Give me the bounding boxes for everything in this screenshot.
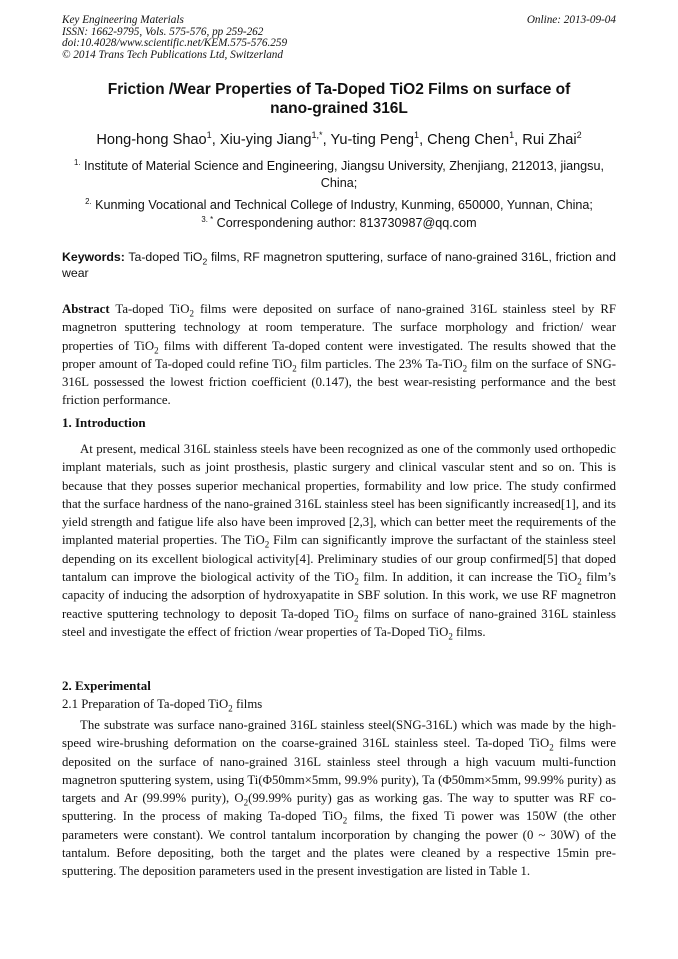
title-line-2: nano-grained 316L (270, 100, 408, 117)
abstract-text: film on the surface of SNG-316L possessed the lowest friction coefficient (0.147), the best wear-resisting performance and the best friction performance. (62, 356, 617, 408)
author-affil-mark: 2 (576, 130, 582, 141)
author-list: Hong-hong Shao$^1$, Xiu-ying Jiang$^{1,*}$, Yu-ting Peng$^1$, Cheng Chen$^1$, Rui Zhai$^2$ (96, 130, 582, 148)
affiliation-mark: 2. (85, 196, 92, 206)
subscript: 2 (462, 363, 468, 374)
author-name: Yu-ting Peng (330, 132, 415, 148)
author-name: Hong-hong Shao (96, 132, 207, 148)
section-heading-experimental: 2. Experimental (62, 678, 151, 693)
abstract-text: Ta-doped TiO (115, 302, 190, 316)
subscript: 2 (292, 363, 297, 374)
subscript: 2 (202, 256, 208, 267)
author-affil-mark: 1,* (311, 130, 323, 141)
subsection-text: 2.1 Preparation of Ta-doped TiO (62, 697, 229, 711)
abstract (62, 300, 616, 410)
body-text: Film can significantly improve the surfactant of the stainless steel depending on its excellent biological activity[4]. Preliminary studies of our group confirmed[5] that doped tantalum can improve the biological activity of the TiO (62, 533, 617, 585)
abstract-text: films were deposited on surface of nano-grained 316L stainless steel by RF magnetron sputtering technology at room temperature. The surface morphology and friction/ wear properties of TiO (62, 302, 616, 353)
author-name: Cheng Chen (427, 132, 510, 148)
subscript: 2 (353, 613, 359, 624)
affiliation-1 (62, 158, 616, 192)
body-text: films. (456, 624, 486, 639)
online-date: Online: 2013-09-04 (526, 14, 616, 26)
introduction-paragraph (62, 440, 616, 641)
issn-line: ISSN: 1662-9795, Vols. 575-576, pp 259-262 (62, 25, 264, 38)
author-affil-mark: 1 (509, 130, 515, 141)
subscript: 2 (549, 742, 554, 753)
abstract-text: films with different Ta-doped content were investigated. The results showed that the proper amount of Ta-doped could refine TiO (62, 338, 616, 371)
affiliation-2 (62, 197, 616, 214)
journal-name: Key Engineering Materials (62, 14, 184, 26)
body-text: film. In addition, it can increase the TiO (363, 570, 578, 585)
subscript: 2 (264, 540, 270, 551)
doi-line[interactable]: doi:10.4028/www.scientific.net/KEM.575-576.259 (62, 37, 288, 50)
author-name: Rui Zhai (522, 132, 577, 148)
subscript: 2 (577, 576, 582, 587)
subscript: 2 (243, 797, 249, 808)
abstract-label: Abstract (62, 302, 110, 316)
section-heading-introduction: 1. Introduction (62, 415, 146, 430)
subsection-text: films (235, 697, 263, 711)
keywords-text: films, RF magnetron sputtering, surface of nano-grained 316L, friction and wear (62, 250, 616, 280)
body-text: films, the fixed Ti power was 150W (the other parameters were constant). We control tantalum incorporation by changing the power (0 ~ 30W) of the tantalum. Before depositing, both the target and the plates were cleaned by a respective 15min pre-sputtering. The deposition parameters used in the present investigation are listed in Table 1. (62, 809, 616, 879)
title-line-1: Friction /Wear Properties of Ta-Doped TiO2 Films on surface of (107, 81, 571, 98)
affiliation-mark: 3. * (201, 214, 214, 224)
journal-meta (62, 15, 287, 61)
body-text: At present, medical 316L stainless steels have been recognized as one of the commonly used orthopedic implant materials, such as joint prosthesis, plastic surgery and clinical vascular stent and so on. This is because that they posses superior mechanical properties, formability and low price. The study confirmed that the surface hardness of the nano-grained 316L stainless steel has been significantly increased[1], and its yield strength and fatigue life also have been improved [2,3], which can better meet the requirements of the implanted material properties. The TiO (62, 442, 616, 548)
affiliation-text: Kunming Vocational and Technical College of Industry, Kunming, 650000, Yunnan, China; (95, 198, 593, 212)
experimental-paragraph (62, 716, 616, 881)
corresponding-email: Correspondening author: 813730987@qq.com (216, 216, 477, 230)
body-text: (99.99% purity) gas as working gas. The way to sputter was RF co-sputtering. In the process of making Ta-doped TiO (62, 791, 616, 824)
affiliation-text: Institute of Material Science and Engineering, Jiangsu University, Zhenjiang, 212013, jiangsu, China; (84, 159, 604, 190)
author-affil-mark: 1 (414, 130, 420, 141)
author-affil-mark: 1 (206, 130, 212, 141)
affiliation-mark: 1. (74, 157, 81, 167)
subscript: 2 (448, 631, 453, 642)
body-text: film’s capacity of inducing the adsorption of hydroxyapatite in SBF solution. In this work, we use RF magnetron reactive sputtering technology to deposit Ta-doped TiO (62, 570, 617, 621)
subscript: 2 (354, 576, 359, 587)
body-text: films were deposited on the surface of nano-grained 316L stainless steel through a high vacuum multi-function magnetron sputtering system, using Ti(Φ50mm×5mm, 99.9% purity), Ta (Φ50mm×5mm, 99.99% purity) as targets and Ar (99.99% purity), O (62, 736, 616, 806)
author-name: Xiu-ying Jiang (219, 132, 312, 148)
corresponding-author (62, 215, 616, 232)
keywords-label: Keywords: (62, 250, 125, 264)
subsection-heading-preparation (62, 697, 262, 712)
body-text: The substrate was surface nano-grained 316L stainless steel(SNG-316L) which was made by the high-speed wire-brushing deformation on the coarse-grained 316L stainless steel. Ta-doped TiO (62, 718, 616, 751)
body-text: films on surface of nano-grained 316L stainless steel and investigate the effect of friction /wear properties of Ta-Doped TiO (62, 606, 616, 639)
keywords-text: Ta-doped TiO (128, 250, 203, 264)
subscript: 2 (154, 345, 159, 356)
subscript: 2 (342, 816, 348, 827)
abstract-text: film particles. The 23% Ta-TiO (300, 356, 463, 371)
paper-title (62, 80, 616, 118)
copyright-line: © 2014 Trans Tech Publications Ltd, Switzerland (62, 48, 283, 61)
subscript: 2 (228, 703, 233, 714)
keywords (62, 249, 616, 281)
subscript: 2 (189, 308, 194, 319)
